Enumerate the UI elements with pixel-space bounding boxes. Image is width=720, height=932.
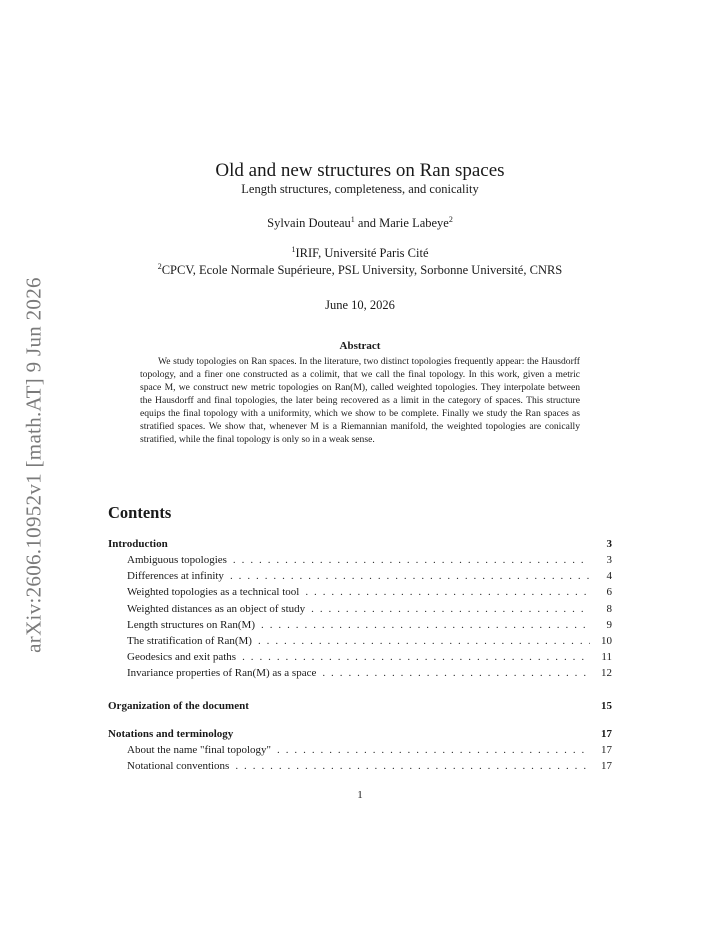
toc-item-page: 17 xyxy=(601,743,612,756)
toc-section-page: 17 xyxy=(601,727,612,740)
author-2-sup: 2 xyxy=(448,215,453,224)
contents-heading: Contents xyxy=(108,503,172,522)
toc-item-page: 11 xyxy=(601,651,612,664)
toc-leader-dots xyxy=(230,568,590,584)
toc-section-title: Notations and terminology xyxy=(108,727,234,740)
toc-item-page: 3 xyxy=(606,554,612,566)
toc-section-page: 3 xyxy=(606,538,612,550)
affiliation-1 xyxy=(0,245,720,261)
toc-item[interactable] xyxy=(108,584,612,600)
toc-item[interactable] xyxy=(108,552,612,568)
affiliation-2-sup: 2 xyxy=(157,262,162,271)
author-1: Sylvain Douteau xyxy=(267,216,351,231)
toc-section[interactable] xyxy=(108,698,612,714)
table-of-contents xyxy=(108,536,612,774)
toc-item-page: 12 xyxy=(601,667,612,680)
toc-section-title: Organization of the document xyxy=(108,699,249,712)
toc-item-title: Weighted topologies as a technical tool xyxy=(127,586,300,599)
toc-item-title: About the name "final topology" xyxy=(127,743,272,756)
toc-item[interactable] xyxy=(108,617,612,633)
affiliation-2 xyxy=(0,262,720,278)
author-1-sup: 1 xyxy=(350,215,355,224)
paper-subtitle: Length structures, completeness, and conicality xyxy=(241,182,479,196)
toc-leader-dots xyxy=(258,633,590,649)
page-number: 1 xyxy=(357,789,363,801)
toc-leader-dots xyxy=(322,665,590,681)
toc-item-page: 9 xyxy=(606,618,612,631)
toc-item[interactable] xyxy=(108,742,612,758)
toc-leader-dots xyxy=(311,601,590,617)
toc-section[interactable] xyxy=(108,726,612,742)
toc-item-page: 6 xyxy=(606,586,612,599)
affiliation-1-sup: 1 xyxy=(291,245,296,254)
paper-title: Old and new structures on Ran spaces xyxy=(215,160,505,181)
abstract-heading: Abstract xyxy=(339,340,381,352)
author-connector: and xyxy=(354,216,380,231)
toc-leader-dots xyxy=(235,758,590,774)
toc-item[interactable] xyxy=(108,568,612,584)
toc-item-page: 4 xyxy=(606,570,612,583)
toc-section[interactable] xyxy=(108,536,612,552)
toc-item[interactable] xyxy=(108,758,612,774)
toc-leader-dots xyxy=(305,584,590,600)
toc-item[interactable] xyxy=(108,649,612,665)
affiliation-1-text: IRIF, Université Paris Cité xyxy=(295,246,429,261)
toc-item-title: Geodesics and exit paths xyxy=(127,651,237,664)
abstract-text: We study topologies on Ran spaces. In the literature, two distinct topologies frequently appear: the Hausdorff topology, and a finer one constructed as a colimit, that we call the final topology. In this work, given a metric space M, we construct new metric topologies on Ran(M), called weighted topologies. They interpolate between the Hausdorff and final topologies, the later being recovered as a limit in the category of spaces. This structure equips the final topology with a uniformity, which we show to be complete. Finally we study the Ran spaces as stratified spaces. We show that, whenever M is a Riemannian manifold, the weighted topologies are conically stratified, while the final topology is only so in a weak sense. xyxy=(140,356,580,445)
toc-leader-dots xyxy=(242,649,590,665)
toc-leader-dots xyxy=(261,617,590,633)
toc-item[interactable] xyxy=(108,633,612,649)
toc-item-title: The stratification of Ran(M) xyxy=(127,634,252,647)
toc-item-title: Ambiguous topologies xyxy=(127,554,227,566)
affiliation-2-text: CPCV, Ecole Normale Supérieure, PSL University, Sorbonne Université, CNRS xyxy=(161,263,563,278)
toc-item-title: Invariance properties of Ran(M) as a space xyxy=(127,667,317,680)
author-2: Marie Labeye xyxy=(379,216,449,231)
toc-item-title: Length structures on Ran(M) xyxy=(127,618,255,631)
arxiv-id: arXiv:2606.10952v1 [math.AT] 9 Jun 2026 xyxy=(21,277,46,653)
toc-item-title: Differences at infinity xyxy=(127,570,224,583)
toc-leader-dots xyxy=(277,742,590,758)
toc-item-page: 10 xyxy=(601,634,612,647)
paper-date: June 10, 2026 xyxy=(325,298,395,312)
toc-item-title: Weighted distances as an object of study xyxy=(127,602,306,615)
authors xyxy=(0,215,720,231)
arxiv-stamp xyxy=(14,250,54,680)
toc-item[interactable] xyxy=(108,665,612,681)
toc-section-page: 15 xyxy=(601,699,612,712)
toc-section-title: Introduction xyxy=(108,538,168,550)
toc-leader-dots xyxy=(233,552,590,568)
toc-item-page: 17 xyxy=(601,759,612,772)
toc-item-title: Notational conventions xyxy=(127,759,230,772)
toc-item[interactable] xyxy=(108,601,612,617)
toc-item-page: 8 xyxy=(606,602,612,615)
